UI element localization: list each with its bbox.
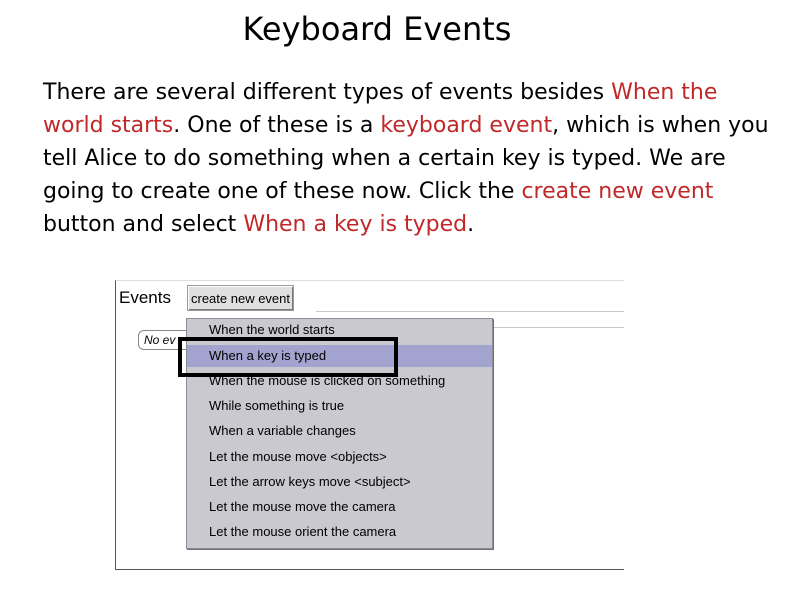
- menu-item[interactable]: When a variable changes: [209, 423, 356, 438]
- no-events-field: No ev: [138, 330, 188, 350]
- menu-item[interactable]: Let the arrow keys move <subject>: [209, 474, 411, 489]
- slide-paragraph: [43, 76, 778, 241]
- menu-item[interactable]: When a key is typed: [187, 345, 492, 367]
- emphasis-keyboard-event: keyboard event: [380, 113, 553, 138]
- emphasis-when-world-starts: When the world starts: [43, 80, 718, 138]
- menu-item[interactable]: Let the mouse move the camera: [209, 499, 396, 514]
- paragraph-text: , which is when you tell Alice to do something when a certain key is typed. We are going to create one of these now. Click the: [43, 113, 769, 204]
- menu-item[interactable]: Let the mouse move <objects>: [209, 449, 387, 464]
- menu-item[interactable]: When the mouse is clicked on something: [209, 373, 446, 388]
- emphasis-create-new-event: create new event: [521, 179, 714, 204]
- menu-item[interactable]: While something is true: [209, 398, 345, 413]
- alice-events-screenshot: [115, 280, 624, 570]
- menu-item[interactable]: Let the mouse orient the camera: [209, 524, 397, 539]
- events-panel-label: Events: [119, 288, 171, 307]
- emphasis-when-key-typed: When a key is typed: [243, 212, 468, 237]
- panel-divider: [316, 311, 624, 312]
- selection-highlight-box: [178, 337, 398, 377]
- menu-item[interactable]: When the world starts: [209, 322, 335, 337]
- paragraph-text: button and select: [43, 212, 244, 237]
- paragraph-text: There are several different types of events besides: [43, 80, 612, 105]
- create-new-event-button[interactable]: create new event: [187, 285, 294, 311]
- slide-title: Keyboard Events: [242, 10, 512, 48]
- paragraph-text: . One of these is a: [173, 113, 381, 138]
- paragraph-text: .: [467, 212, 475, 237]
